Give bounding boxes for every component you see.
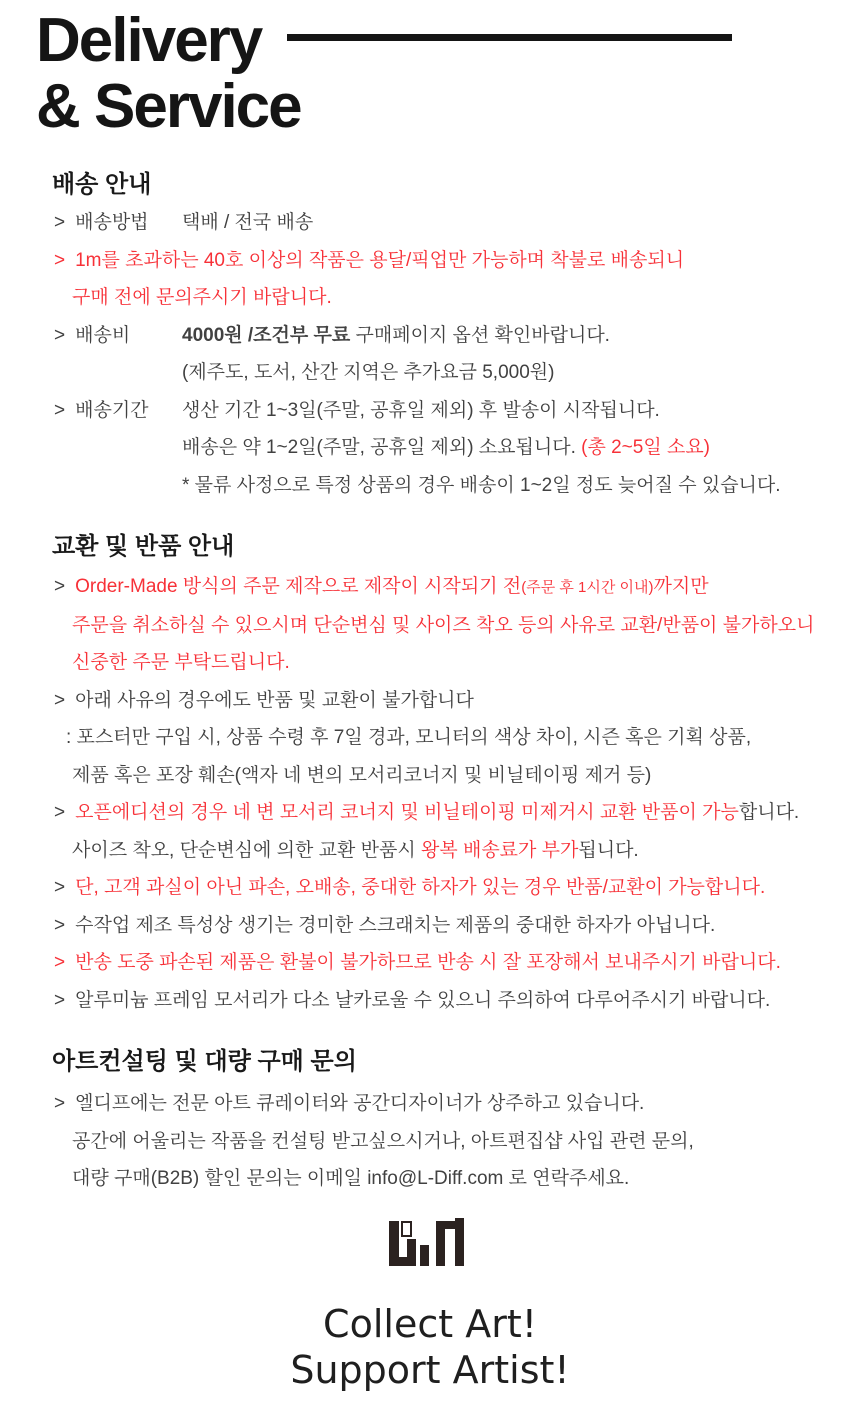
shipping-fee-note: (제주도, 도서, 산간 지역은 추가요금 5,000원) <box>182 362 555 383</box>
order-made-line1: > Order-Made 방식의 주문 제작으로 제작이 시작되기 전(주문 후 1시간 이내)까지만 <box>54 576 709 597</box>
consulting-line1: > 엘디프에는 전문 아트 큐레이터와 공간디자이너가 상주하고 있습니다. <box>54 1093 645 1114</box>
order-made-line3: 신중한 주문 부탁드립니다. <box>72 652 290 673</box>
footer-slogan <box>0 1301 860 1393</box>
shipping-fee-amount: 4000원 /조건부 무료 <box>182 324 351 346</box>
handmade-scratch-line: > 수작업 제조 특성상 생기는 경미한 스크래치는 제품의 중대한 하자가 아닙니다. <box>54 914 716 936</box>
bullet-marker: > <box>54 689 66 711</box>
damage-return-line: > 단, 고객 과실이 아닌 파손, 오배송, 중대한 하자가 있는 경우 반품/교환이 가능합니다. <box>54 877 766 898</box>
bullet-marker: > <box>54 877 66 898</box>
page-footer <box>0 1216 860 1393</box>
aluminum-frame-line: > 알루미늄 프레임 모서리가 다소 날카로울 수 있으니 주의하여 다루어주시기 바랍니다. <box>54 989 771 1011</box>
order-made-time-note: (주문 후 1시간 이내) <box>521 579 654 596</box>
bullet-marker: > <box>54 952 66 973</box>
bullet-marker: > <box>54 249 66 271</box>
shipping-method-label: 배송방법 <box>75 212 149 233</box>
title-line1: Delivery <box>36 6 262 75</box>
shipping-period-line2: 배송은 약 1~2일(주말, 공휴일 제외) 소요됩니다. <box>182 437 582 458</box>
title-rule <box>287 34 732 41</box>
bullet-marker: > <box>54 212 66 233</box>
slogan-line2: Support Artist! <box>290 1347 570 1392</box>
shipping-period-total: (총 2~5일 소요) <box>581 437 710 458</box>
shipping-period-line1: 생산 기간 1~3일(주말, 공휴일 제외) 후 발송이 시작됩니다. <box>182 399 660 421</box>
title-line2: & Service <box>36 72 301 141</box>
shipping-fee-detail: 구매페이지 옵션 확인바랍니다. <box>350 324 610 346</box>
returns-heading: 교환 및 반품 안내 <box>52 533 235 560</box>
section-consulting <box>0 1047 860 1198</box>
shipping-period-line3: * 물류 사정으로 특정 상품의 경우 배송이 1~2일 정도 늦어질 수 있습니다. <box>182 474 781 496</box>
shipping-method-value: 택배 / 전국 배송 <box>182 212 314 233</box>
shipping-fee-note-row <box>0 354 860 392</box>
shipping-period-row2 <box>0 429 860 467</box>
shipping-period-row <box>0 392 860 430</box>
bullet-marker: > <box>54 1093 66 1114</box>
open-edition-line2: 사이즈 착오, 단순변심에 의한 교환 반품시 왕복 배송료가 부가됩니다. <box>72 839 639 861</box>
consulting-line3: 대량 구매(B2B) 할인 문의는 이메일 info@L-Diff.com 로 연락주세요. <box>72 1168 630 1189</box>
section-returns <box>0 532 860 1019</box>
return-shipping-line: > 반송 도중 파손된 제품은 환불이 불가하므로 반송 시 잘 포장해서 보내주시기 바랍니다. <box>54 952 781 973</box>
bullet-marker: > <box>54 399 66 421</box>
shipping-fee-row <box>0 317 860 355</box>
shipping-period-row3 <box>0 467 860 505</box>
section-shipping <box>0 170 860 504</box>
bullet-marker: > <box>54 989 66 1011</box>
bullet-marker: > <box>54 914 66 936</box>
consulting-line2: 공간에 어울리는 작품을 컨설팅 받고싶으시거나, 아트편집샵 사입 관련 문의, <box>72 1130 694 1152</box>
no-return-line1: > 아래 사유의 경우에도 반품 및 교환이 불가합니다 <box>54 689 474 711</box>
shipping-heading: 배송 안내 <box>52 171 152 198</box>
shipping-period-label: 배송기간 <box>75 399 149 421</box>
no-return-line2: : 포스터만 구입 시, 상품 수령 후 7일 경과, 모니터의 색상 차이, 시즌 혹은 기획 상품, <box>66 727 752 748</box>
page-title <box>0 0 860 140</box>
open-edition-line1: > 오픈에디션의 경우 네 변 모서리 코너지 및 비닐테이핑 미제거시 교환 반품이 가능합니다. <box>54 802 800 823</box>
shipping-fee-label: 배송비 <box>75 324 131 346</box>
bullet-marker: > <box>54 324 66 346</box>
slogan-line1: Collect Art! <box>323 1301 537 1346</box>
consulting-heading: 아트컨설팅 및 대량 구매 문의 <box>52 1048 357 1075</box>
no-return-line3: 제품 혹은 포장 훼손(액자 네 변의 모서리코너지 및 비닐테이핑 제거 등) <box>72 764 652 786</box>
shipping-method-row <box>0 204 860 242</box>
ldiff-logo-icon <box>0 1216 860 1283</box>
order-made-line2: 주문을 취소하실 수 있으시며 단순변심 및 사이즈 착오 등의 사유로 교환/반품이 불가하오니 <box>72 614 815 636</box>
oversize-notice-line1: > 1m를 초과하는 40호 이상의 작품은 용달/픽업만 가능하며 착불로 배송되니 <box>54 249 685 271</box>
bullet-marker: > <box>54 802 66 823</box>
oversize-notice-line2: 구매 전에 문의주시기 바랍니다. <box>72 287 332 308</box>
bullet-marker: > <box>54 576 66 597</box>
